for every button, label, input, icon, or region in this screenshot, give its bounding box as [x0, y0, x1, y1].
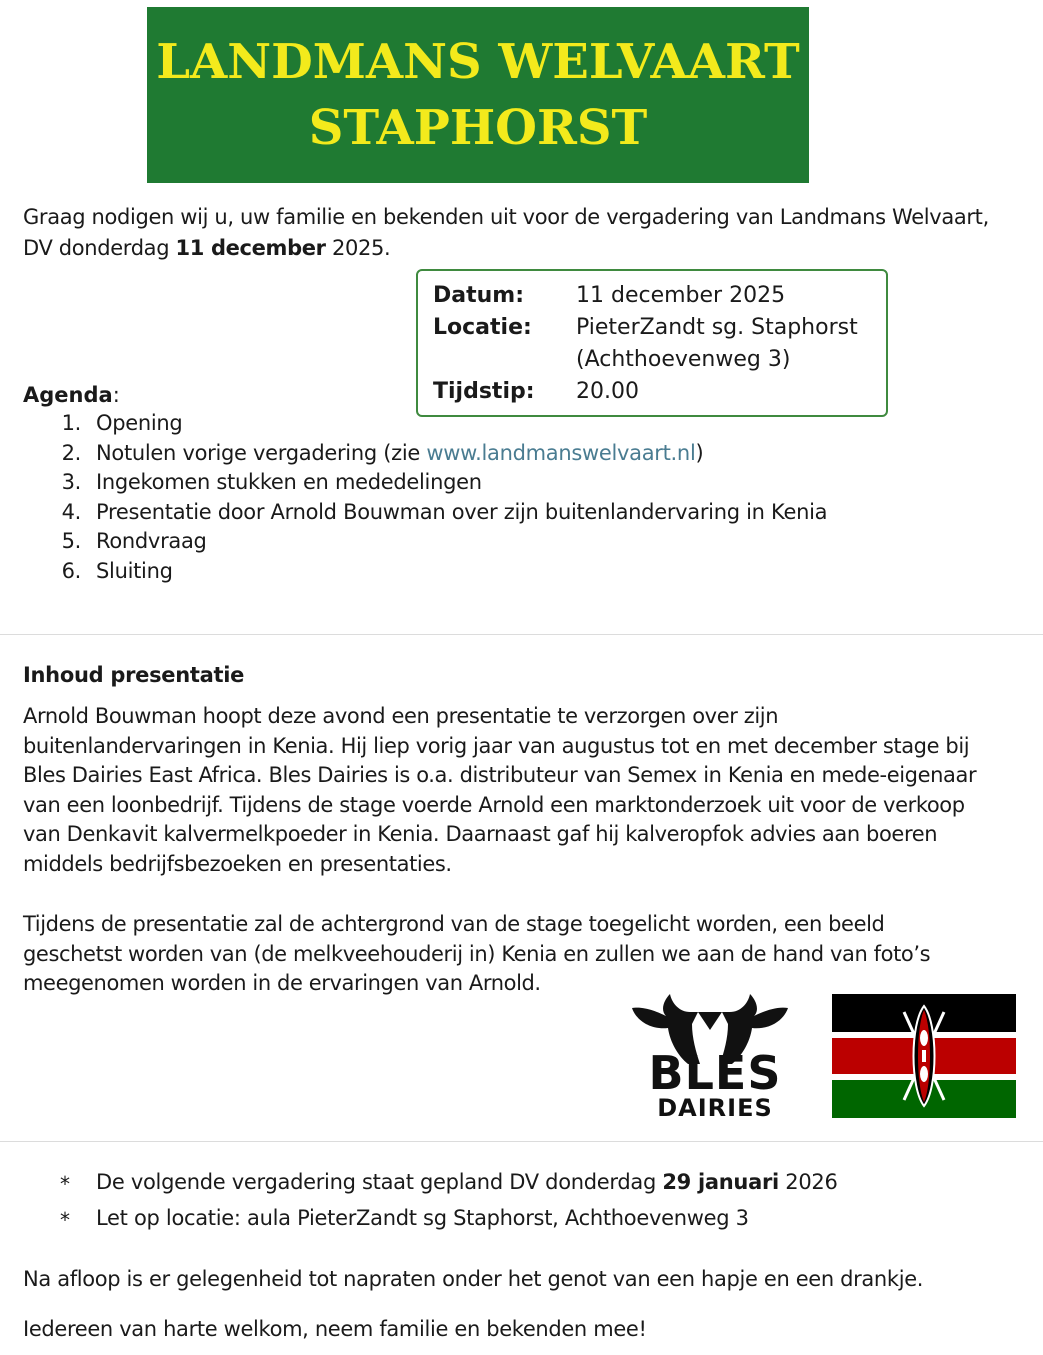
- intro-after: 2025.: [325, 236, 391, 260]
- agenda-item-text-after: ): [695, 440, 704, 465]
- locatie-label: Locatie:: [433, 315, 532, 340]
- locatie-value: PieterZandt sg. Staphorst: [576, 315, 858, 340]
- agenda-item: [50, 526, 950, 556]
- agenda-item-text: Rondvraag: [96, 529, 207, 554]
- note-location: Let op locatie: aula PieterZandt sg Staphorst, Achthoevenweg 3: [96, 1206, 749, 1230]
- note-next-after: 2026: [778, 1170, 838, 1194]
- datum-label: Datum:: [433, 283, 525, 308]
- logo-text-bles: BLES: [648, 1046, 782, 1100]
- agenda-item-number: 1.: [61, 411, 81, 435]
- note-next-date: 29 januari: [662, 1170, 779, 1194]
- logo-text-dairies: DAIRIES: [657, 1094, 773, 1122]
- agenda-item-text: Ingekomen stukken en mededelingen: [96, 470, 482, 495]
- banner-title-line2: STAPHORST: [308, 100, 648, 156]
- agenda-item-number: 4.: [61, 499, 81, 524]
- intro-date: 11 december: [175, 236, 326, 260]
- presentation-title: Inhoud presentatie: [23, 663, 245, 687]
- tijdstip-label: Tijdstip:: [433, 379, 535, 404]
- agenda-item-number: 6.: [61, 558, 81, 583]
- kenya-flag-icon: [832, 994, 1016, 1118]
- agenda-item: [50, 438, 950, 468]
- agenda-item: [50, 467, 950, 497]
- presentation-paragraph-1: Arnold Bouwman hoopt deze avond een presentatie te verzorgen over zijn buitenlandervaringen in Kenia. Hij liep vorig jaar van augustus tot en met december stage bij Bles Dairies East Africa. Bles Dairies is o.a. distributeur van Semex in Kenia en mede-eigenaar van een loonbedrijf. Tijdens de stage voerde Arnold een marktonderzoek uit voor de verkoop van Denkavit kalvermelkpoeder in Kenia. Daarnaast gaf hij kalveropfok advies aan boeren middels bedrijfsbezoeken en presentaties.: [23, 704, 977, 876]
- agenda-title-colon: :: [112, 383, 120, 407]
- agenda-item-number: 3.: [61, 470, 81, 495]
- notes-list: [50, 1166, 950, 1238]
- agenda-item-number: 5.: [61, 529, 81, 554]
- agenda-item-text: Presentatie door Arnold Bouwman over zijn buitenlandervaring in Kenia: [96, 499, 828, 524]
- intro-before: Graag nodigen wij u, uw familie en bekenden uit voor de vergadering van Landmans Welvaart, DV donderdag: [23, 205, 989, 260]
- kenya-flag: [832, 994, 1016, 1118]
- note-next-before: De volgende vergadering staat gepland DV donderdag: [96, 1170, 663, 1194]
- datum-value: 11 december 2025: [576, 283, 786, 308]
- banner-title-line1: LANDMANS WELVAART: [156, 34, 800, 90]
- locatie-value-2: (Achthoevenweg 3): [576, 347, 791, 372]
- section-divider-2: [0, 1141, 1043, 1142]
- website-link[interactable]: www.landmanswelvaart.nl: [426, 440, 696, 465]
- agenda-item-text: Sluiting: [96, 558, 173, 583]
- agenda-item-text-before: Notulen vorige vergadering (zie: [96, 440, 427, 465]
- agenda-item: [50, 408, 950, 438]
- presentation-paragraph-2: Tijdens de presentatie zal de achtergrond van de stage toegelicht worden, een beeld geschetst worden van (de melkveehouderij in) Kenia en zullen we aan de hand van foto’s meegenomen worden in de ervaringen van Arnold.: [23, 912, 931, 995]
- tijdstip-value: 20.00: [576, 379, 639, 404]
- section-divider: [0, 634, 1043, 635]
- agenda-title-text: Agenda: [23, 383, 113, 407]
- agenda-title: [23, 380, 120, 410]
- agenda-item-text: [96, 438, 703, 468]
- intro-text: [23, 202, 1013, 264]
- agenda-item-text: Opening: [96, 411, 183, 435]
- bles-dairies-logo: [630, 990, 800, 1120]
- agenda-item: [50, 497, 950, 527]
- header-banner: [147, 7, 809, 183]
- meeting-info-box: [416, 269, 888, 417]
- footer-line-1: Na afloop is er gelegenheid tot napraten onder het genot van een hapje en een drankje.: [23, 1267, 924, 1291]
- note-item: [50, 1202, 950, 1238]
- bullet-star-icon: *: [60, 1208, 70, 1232]
- note-item: [50, 1166, 950, 1202]
- agenda-item: [50, 556, 950, 586]
- agenda-list: [50, 408, 950, 586]
- agenda-item-number: 2.: [61, 440, 81, 465]
- note-next-meeting: [96, 1166, 838, 1198]
- footer-line-2: Iedereen van harte welkom, neem familie en bekenden mee!: [23, 1317, 647, 1341]
- bullet-star-icon: *: [60, 1172, 70, 1196]
